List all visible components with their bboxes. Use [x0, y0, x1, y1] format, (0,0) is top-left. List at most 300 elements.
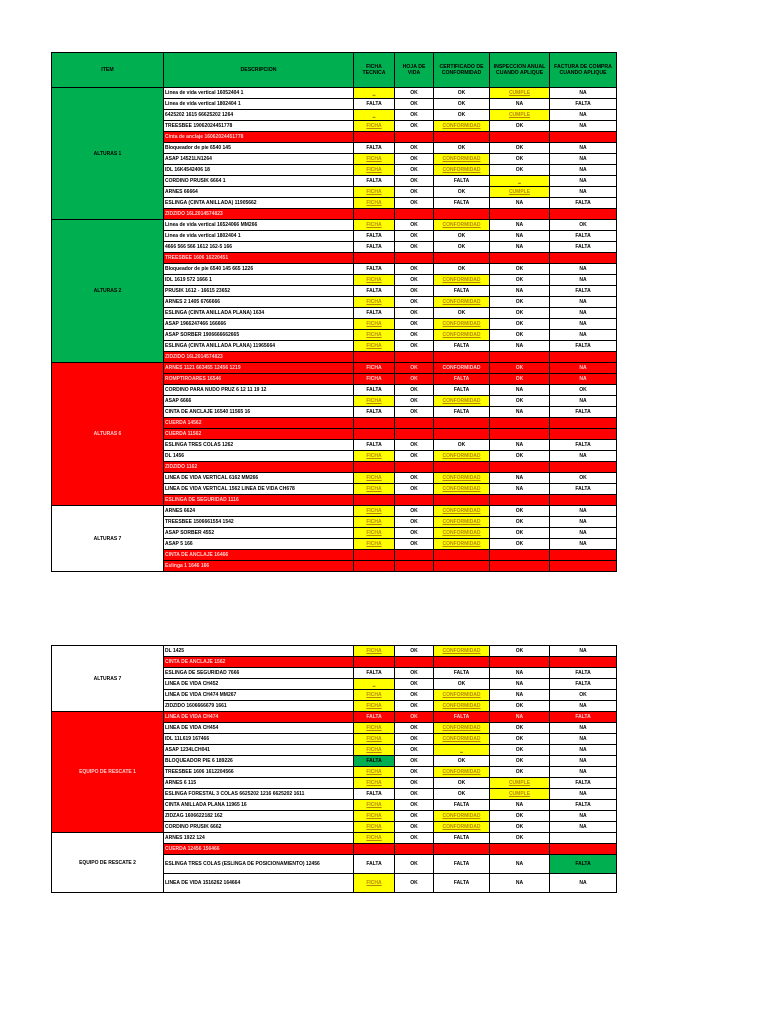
status-cell-fa: NA [550, 701, 617, 712]
status-cell-i [490, 550, 550, 561]
status-cell-fa: NA [550, 646, 617, 657]
status-cell-c: CONFORMIDAD [434, 767, 490, 778]
item-description: LINEA DE VIDA CH454 [164, 723, 354, 734]
status-cell-c: FALTA [434, 176, 490, 187]
status-cell-fa: FALTA [550, 679, 617, 690]
item-description: CORDINO PRUSIK 6664 1 [164, 176, 354, 187]
status-cell-i: CUMPLE [490, 778, 550, 789]
item-description: ESLINGA TRES COLAS (ESLINGA DE POSICIONAMIENTO) 12456 [164, 855, 354, 874]
status-cell-fa: OK [550, 473, 617, 484]
item-description: Eslinga 1 1646 166 [164, 561, 354, 572]
status-cell-i: OK [490, 297, 550, 308]
item-description: DL 1456 [164, 451, 354, 462]
header-row [52, 53, 617, 88]
item-description: LINEA DE VIDA VERTICAL 1562 LINEA DE VIDA CH678 [164, 484, 354, 495]
item-description: PRUSIK 1612 - 16615 23652 [164, 286, 354, 297]
status-cell-c: FALTA [434, 407, 490, 418]
status-cell-i: OK [490, 539, 550, 550]
status-cell-c: FALTA [434, 833, 490, 844]
status-cell-h [395, 561, 434, 572]
status-cell-h: OK [395, 88, 434, 99]
item-description: Linea de vida vertical 1802404 1 [164, 231, 354, 242]
status-cell-f [354, 132, 395, 143]
status-cell-i: NA [490, 99, 550, 110]
header-factura: FACTURA DE COMPRA CUANDO APLIQUE [550, 53, 617, 88]
status-cell-f [354, 844, 395, 855]
status-cell-f: FICHA [354, 484, 395, 495]
status-cell-h [395, 429, 434, 440]
status-cell-i [490, 253, 550, 264]
item-description: ESLINGA FORESTAL 3 COLAS 6625202 1216 6625202 1611 [164, 789, 354, 800]
status-cell-f [354, 429, 395, 440]
status-cell-fa: NA [550, 734, 617, 745]
table-row [52, 363, 617, 374]
status-cell-fa [550, 132, 617, 143]
status-cell-f: FICHA [354, 822, 395, 833]
status-cell-h: OK [395, 723, 434, 734]
item-description: Linea de vida vertical 16052404 1 [164, 88, 354, 99]
status-cell-c: OK [434, 242, 490, 253]
status-cell-h [395, 657, 434, 668]
status-cell-c: FALTA [434, 341, 490, 352]
status-cell-fa: FALTA [550, 407, 617, 418]
status-cell-f: FICHA [354, 187, 395, 198]
status-cell-i [490, 429, 550, 440]
status-cell-i: OK [490, 308, 550, 319]
status-cell-h: OK [395, 286, 434, 297]
status-cell-fa [550, 495, 617, 506]
status-cell-f: FICHA [354, 528, 395, 539]
item-description: ESLINGA TRES COLAS 1262 [164, 440, 354, 451]
status-cell-fa: NA [550, 165, 617, 176]
status-cell-c: CONFORMIDAD [434, 517, 490, 528]
status-cell-i: CUMPLE [490, 88, 550, 99]
status-cell-fa: FALTA [550, 198, 617, 209]
status-cell-c: CONFORMIDAD [434, 506, 490, 517]
status-cell-i: OK [490, 330, 550, 341]
status-cell-c: CONFORMIDAD [434, 646, 490, 657]
status-cell-i: OK [490, 374, 550, 385]
item-description: LINEA DE VIDA VERTICAL 6162 MM266 [164, 473, 354, 484]
status-cell-f: FICHA [354, 154, 395, 165]
status-cell-c: OK [434, 143, 490, 154]
status-cell-h: OK [395, 712, 434, 723]
status-cell-c [434, 429, 490, 440]
status-cell-fa: NA [550, 330, 617, 341]
item-description: ARNES 66664 [164, 187, 354, 198]
status-cell-h: OK [395, 341, 434, 352]
status-cell-i: NA [490, 679, 550, 690]
status-cell-h: OK [395, 528, 434, 539]
status-cell-i: OK [490, 745, 550, 756]
status-cell-h: OK [395, 756, 434, 767]
status-cell-i: OK [490, 396, 550, 407]
item-description: CINTA DE ANCLAJE 16540 11565 16 [164, 407, 354, 418]
status-cell-c: OK [434, 789, 490, 800]
status-cell-h: OK [395, 264, 434, 275]
status-cell-f [354, 209, 395, 220]
status-cell-f: FICHA [354, 690, 395, 701]
item-description: ZIDZIDO 1162 [164, 462, 354, 473]
status-cell-i: CUMPLE [490, 789, 550, 800]
item-description: Bloqueador de pie 6540 145 [164, 143, 354, 154]
item-description: CORDINO PARA NUDO PRUZ 6 12 11 19 12 [164, 385, 354, 396]
status-cell-c: CONFORMIDAD [434, 822, 490, 833]
status-cell-f: FICHA [354, 341, 395, 352]
status-cell-fa: NA [550, 88, 617, 99]
status-cell-i: NA [490, 800, 550, 811]
status-cell-f: FALTA [354, 176, 395, 187]
status-cell-i: NA [490, 712, 550, 723]
status-cell-c: OK [434, 308, 490, 319]
status-cell-c: OK [434, 778, 490, 789]
status-cell-h: OK [395, 374, 434, 385]
status-cell-i: NA [490, 242, 550, 253]
item-description: LINEA DE VIDA CH474 [164, 712, 354, 723]
status-cell-h: OK [395, 99, 434, 110]
table-row [52, 220, 617, 231]
status-cell-f: FICHA [354, 506, 395, 517]
status-cell-f: FICHA [354, 811, 395, 822]
status-cell-fa: FALTA [550, 855, 617, 874]
status-cell-i [490, 561, 550, 572]
status-cell-fa [550, 833, 617, 844]
item-description: Linea de vida vertical 1802404 1 [164, 99, 354, 110]
status-cell-i: NA [490, 874, 550, 893]
status-cell-fa [550, 561, 617, 572]
status-cell-fa: NA [550, 506, 617, 517]
item-description: Bloqueador de pie 6540 145 665 1226 [164, 264, 354, 275]
item-description: ESLINGA (CINTA ANILLADA PLANA) 11965664 [164, 341, 354, 352]
status-cell-c: _ [434, 745, 490, 756]
status-cell-fa: NA [550, 363, 617, 374]
status-cell-f: FICHA [354, 833, 395, 844]
group-label: ALTURAS 1 [52, 88, 164, 220]
status-cell-f: FALTA [354, 308, 395, 319]
header-ficha-tecnica: FICHA TECNICA [354, 53, 395, 88]
status-cell-h: OK [395, 745, 434, 756]
status-cell-i [490, 657, 550, 668]
item-description: CUERDA 14562 [164, 418, 354, 429]
status-cell-h: OK [395, 110, 434, 121]
status-cell-f: FALTA [354, 407, 395, 418]
status-cell-i: OK [490, 319, 550, 330]
status-cell-h: OK [395, 668, 434, 679]
table-row [52, 88, 617, 99]
item-description: CINTA DE ANCLAJE 16466 [164, 550, 354, 561]
status-cell-c: CONFORMIDAD [434, 165, 490, 176]
status-cell-f: FICHA [354, 374, 395, 385]
status-cell-h: OK [395, 833, 434, 844]
status-cell-f [354, 495, 395, 506]
status-cell-c: CONFORMIDAD [434, 451, 490, 462]
status-cell-f: FALTA [354, 264, 395, 275]
status-cell-c [434, 561, 490, 572]
status-cell-fa: NA [550, 374, 617, 385]
status-cell-fa: NA [550, 187, 617, 198]
group-label: EQUIPO DE RESCATE 2 [52, 833, 164, 893]
status-cell-h: OK [395, 231, 434, 242]
item-description: LINEA DE VIDA CH452 [164, 679, 354, 690]
status-cell-c [434, 253, 490, 264]
status-cell-fa: FALTA [550, 231, 617, 242]
status-cell-fa [550, 209, 617, 220]
status-cell-h: OK [395, 363, 434, 374]
status-cell-fa: NA [550, 176, 617, 187]
status-cell-fa: NA [550, 539, 617, 550]
status-cell-c [434, 132, 490, 143]
status-cell-c: OK [434, 99, 490, 110]
item-description: LINEA DE VIDA 1516262 164664 [164, 874, 354, 893]
status-cell-i: OK [490, 646, 550, 657]
group-label: ALTURAS 7 [52, 646, 164, 712]
status-cell-fa [550, 429, 617, 440]
status-cell-h [395, 550, 434, 561]
status-cell-fa: NA [550, 874, 617, 893]
group-label: ALTURAS 7 [52, 506, 164, 572]
status-cell-c: OK [434, 231, 490, 242]
status-cell-i: NA [490, 855, 550, 874]
status-cell-c [434, 352, 490, 363]
status-cell-f: FICHA [354, 800, 395, 811]
status-cell-fa: NA [550, 723, 617, 734]
status-cell-fa: NA [550, 121, 617, 132]
status-cell-f: FICHA [354, 451, 395, 462]
status-cell-fa: NA [550, 264, 617, 275]
status-cell-c: FALTA [434, 874, 490, 893]
status-cell-h [395, 352, 434, 363]
status-cell-h: OK [395, 451, 434, 462]
item-description: CORDINO PRUSIK 6662 [164, 822, 354, 833]
item-description: ASAP 14521LN1264 [164, 154, 354, 165]
status-cell-f [354, 462, 395, 473]
status-cell-fa: NA [550, 811, 617, 822]
status-cell-fa [550, 844, 617, 855]
group-label: EQUIPO DE RESCATE 1 [52, 712, 164, 833]
status-cell-i: NA [490, 484, 550, 495]
status-cell-fa [550, 352, 617, 363]
status-cell-f: FICHA [354, 745, 395, 756]
item-description: ASAP 5 166 [164, 539, 354, 550]
status-cell-fa: FALTA [550, 800, 617, 811]
status-cell-h: OK [395, 484, 434, 495]
status-cell-f [354, 657, 395, 668]
status-cell-i: _ [490, 176, 550, 187]
item-description: ESLINGA (CINTA ANILLADA PLANA) 1634 [164, 308, 354, 319]
status-cell-f: FICHA [354, 778, 395, 789]
status-cell-fa: OK [550, 220, 617, 231]
header-certificado: CERTIFICADO DE CONFORMIDAD [434, 53, 490, 88]
status-cell-i: CUMPLE [490, 187, 550, 198]
header-inspeccion: INSPECCION ANUAL CUANDO APLIQUE [490, 53, 550, 88]
item-description: ARNES 2 1405 6766666 [164, 297, 354, 308]
status-cell-f: FICHA [354, 198, 395, 209]
status-cell-fa: NA [550, 154, 617, 165]
item-description: CINTA DE ANCLAJE 1562 [164, 657, 354, 668]
status-cell-h: OK [395, 646, 434, 657]
status-cell-h: OK [395, 440, 434, 451]
status-cell-h: OK [395, 396, 434, 407]
item-description: 4666 566 566 1612 162-5 166 [164, 242, 354, 253]
status-cell-c: CONFORMIDAD [434, 539, 490, 550]
status-cell-h: OK [395, 517, 434, 528]
status-cell-h: OK [395, 778, 434, 789]
status-cell-i [490, 418, 550, 429]
status-cell-i: OK [490, 517, 550, 528]
status-cell-f: FICHA [354, 297, 395, 308]
status-cell-h: OK [395, 800, 434, 811]
status-cell-fa [550, 418, 617, 429]
status-cell-f: _ [354, 110, 395, 121]
status-cell-h: OK [395, 385, 434, 396]
item-description: IDL 1619 572 1666 1 [164, 275, 354, 286]
status-cell-f: FALTA [354, 756, 395, 767]
status-cell-f: FICHA [354, 473, 395, 484]
status-cell-c: FALTA [434, 800, 490, 811]
status-cell-c: FALTA [434, 668, 490, 679]
status-cell-f: FICHA [354, 701, 395, 712]
status-cell-f: FICHA [354, 396, 395, 407]
status-cell-f: FALTA [354, 242, 395, 253]
item-description: TREESBEE 19062024451778 [164, 121, 354, 132]
item-description: ARNES 1922 124 [164, 833, 354, 844]
item-description: 6425202 1615 66625202 1264 [164, 110, 354, 121]
status-cell-f: FALTA [354, 668, 395, 679]
status-cell-c: CONFORMIDAD [434, 484, 490, 495]
status-cell-c: CONFORMIDAD [434, 811, 490, 822]
inspection-table-bottom [51, 645, 617, 893]
status-cell-f: FICHA [354, 165, 395, 176]
status-cell-i [490, 209, 550, 220]
status-cell-h [395, 418, 434, 429]
status-cell-c: FALTA [434, 374, 490, 385]
status-cell-fa [550, 657, 617, 668]
status-cell-fa: NA [550, 789, 617, 800]
status-cell-f [354, 550, 395, 561]
status-cell-i [490, 495, 550, 506]
status-cell-fa: NA [550, 822, 617, 833]
table-row [52, 646, 617, 657]
status-cell-i: OK [490, 528, 550, 539]
status-cell-f: FICHA [354, 363, 395, 374]
status-cell-h [395, 209, 434, 220]
table-row [52, 712, 617, 723]
status-cell-h: OK [395, 539, 434, 550]
status-cell-h: OK [395, 121, 434, 132]
item-description: CINTA ANILLADA PLANA 11965 16 [164, 800, 354, 811]
item-description: CUERDA 12456 156466 [164, 844, 354, 855]
status-cell-c: OK [434, 88, 490, 99]
status-cell-c [434, 418, 490, 429]
status-cell-c [434, 462, 490, 473]
status-cell-i: NA [490, 407, 550, 418]
status-cell-c: CONFORMIDAD [434, 396, 490, 407]
status-cell-h [395, 253, 434, 264]
status-cell-fa [550, 253, 617, 264]
status-cell-i: NA [490, 220, 550, 231]
status-cell-f: FALTA [354, 789, 395, 800]
status-cell-c: FALTA [434, 855, 490, 874]
status-cell-i: OK [490, 767, 550, 778]
status-cell-c [434, 550, 490, 561]
item-description: TREESBEE 1506661554 1542 [164, 517, 354, 528]
item-description: TREESBEE 1606 16220451 [164, 253, 354, 264]
status-cell-f: FICHA [354, 539, 395, 550]
status-cell-h: OK [395, 220, 434, 231]
status-cell-h: OK [395, 198, 434, 209]
status-cell-h: OK [395, 330, 434, 341]
status-cell-i: OK [490, 121, 550, 132]
status-cell-f: FALTA [354, 286, 395, 297]
status-cell-f: _ [354, 88, 395, 99]
status-cell-i: OK [490, 833, 550, 844]
status-cell-fa: NA [550, 110, 617, 121]
status-cell-i: OK [490, 701, 550, 712]
status-cell-fa: NA [550, 517, 617, 528]
status-cell-fa: FALTA [550, 712, 617, 723]
status-cell-c: CONFORMIDAD [434, 297, 490, 308]
status-cell-c [434, 844, 490, 855]
status-cell-c: OK [434, 264, 490, 275]
item-description: ASAP 6666 [164, 396, 354, 407]
status-cell-c: OK [434, 110, 490, 121]
status-cell-h: OK [395, 143, 434, 154]
item-description: ZIDZAG 1606622182 162 [164, 811, 354, 822]
status-cell-fa: FALTA [550, 778, 617, 789]
item-description: IDL 11L619 167466 [164, 734, 354, 745]
status-cell-fa: NA [550, 451, 617, 462]
status-cell-c: FALTA [434, 385, 490, 396]
item-description: ARNES 6624 [164, 506, 354, 517]
status-cell-f: FALTA [354, 385, 395, 396]
table-row [52, 833, 617, 844]
status-cell-c: CONFORMIDAD [434, 121, 490, 132]
status-cell-h: OK [395, 874, 434, 893]
status-cell-i: NA [490, 286, 550, 297]
item-description: ESLINGA DE SEGURIDAD 1116 [164, 495, 354, 506]
status-cell-c: CONFORMIDAD [434, 319, 490, 330]
inspection-table-top [51, 52, 617, 572]
status-cell-fa: NA [550, 308, 617, 319]
status-cell-f: FICHA [354, 767, 395, 778]
header-hoja-de-vida: HOJA DE VIDA [395, 53, 434, 88]
status-cell-i: NA [490, 440, 550, 451]
status-cell-i: NA [490, 473, 550, 484]
status-cell-h: OK [395, 242, 434, 253]
status-cell-fa: FALTA [550, 286, 617, 297]
table-row [52, 506, 617, 517]
status-cell-h: OK [395, 701, 434, 712]
status-cell-i: OK [490, 165, 550, 176]
item-description: ESLINGA DE SEGURIDAD 7666 [164, 668, 354, 679]
status-cell-f: _ [354, 679, 395, 690]
status-cell-fa: NA [550, 767, 617, 778]
item-description: Cinta de anclaje 16062024451778 [164, 132, 354, 143]
item-description: CUERDA 11562 [164, 429, 354, 440]
status-cell-f: FICHA [354, 874, 395, 893]
status-cell-c: CONFORMIDAD [434, 723, 490, 734]
item-description: ARNES 6 115 [164, 778, 354, 789]
status-cell-fa: NA [550, 297, 617, 308]
item-description: ZIDZIDO 1606666679 1661 [164, 701, 354, 712]
item-description: LINEA DE VIDA CH474 MM267 [164, 690, 354, 701]
status-cell-i: NA [490, 668, 550, 679]
status-cell-h [395, 495, 434, 506]
status-cell-h: OK [395, 308, 434, 319]
group-label: ALTURAS 6 [52, 363, 164, 506]
status-cell-i: OK [490, 363, 550, 374]
status-cell-f: FALTA [354, 231, 395, 242]
